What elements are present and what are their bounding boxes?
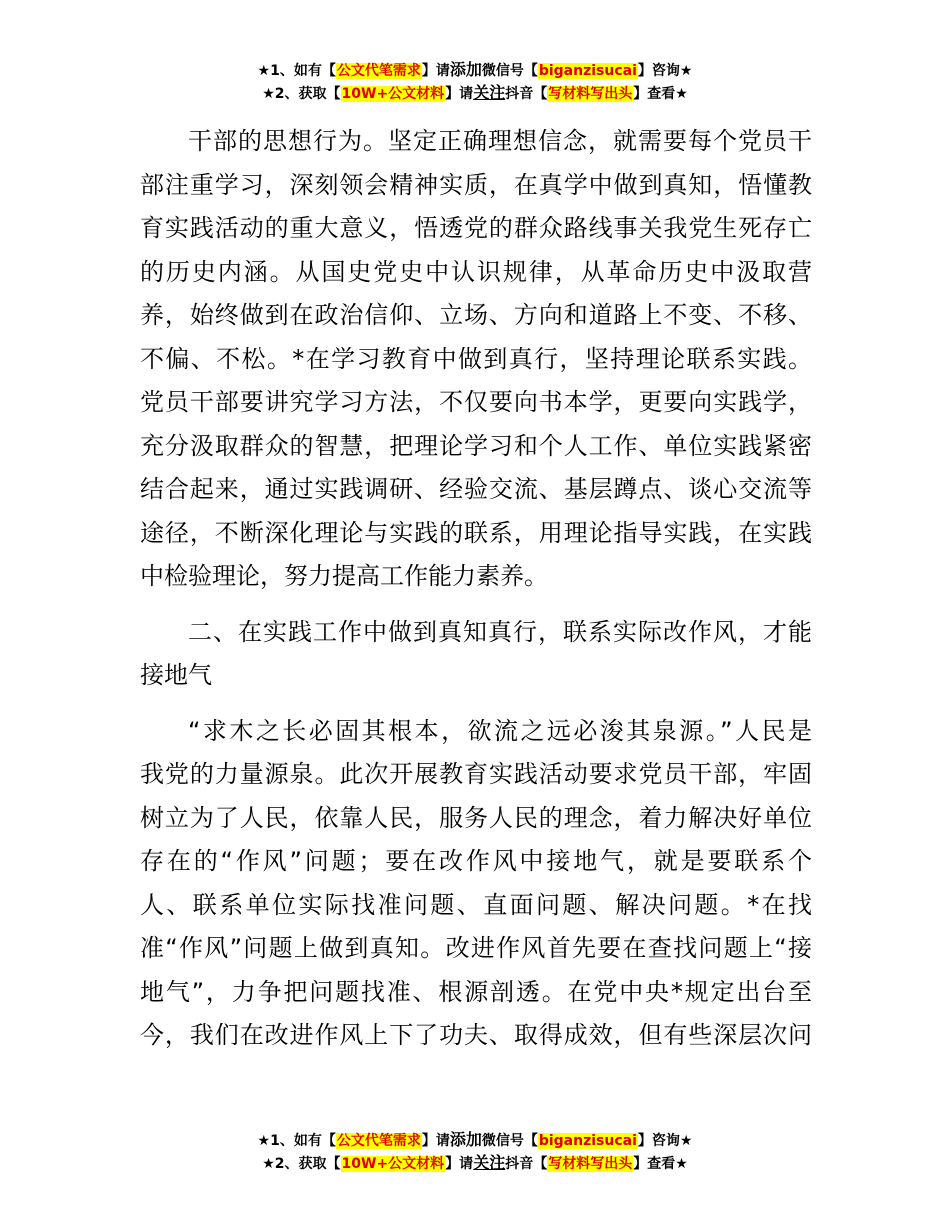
text-line: 不偏、不松。*在学习教育中做到真行，坚持理论联系实践。 <box>140 344 812 373</box>
banner-highlight: 写材料写出头 <box>548 1156 633 1172</box>
banner-highlight: 10W+公文材料 <box>341 1156 445 1172</box>
banner-text: 】咨询★ <box>637 1133 693 1149</box>
document-body <box>140 120 812 1058</box>
banner-text: 】请 <box>421 1133 450 1149</box>
text-line: 接地气 <box>140 661 212 689</box>
banner-text: 抖音【 <box>505 86 548 102</box>
banner-emphasis: 添加 <box>449 60 482 79</box>
section-heading <box>140 611 812 698</box>
paragraph-1 <box>140 120 812 599</box>
header-banner <box>0 59 950 105</box>
text-line: 地气”，力争把问题找准、根源剖透。在党中央*规定出台至 <box>140 977 812 1006</box>
banner-highlight: biganzisucai <box>538 63 637 79</box>
text-line: 的历史内涵。从国史党史中认识规律，从革命历史中汲取营 <box>140 257 812 286</box>
text-line: 人、联系单位实际找准问题、直面问题、解决问题。*在找 <box>140 890 812 919</box>
text-line: 准“作风”问题上做到真知。改进作风首先要在查找问题上“接 <box>140 934 812 962</box>
header-line-2 <box>0 82 950 105</box>
header-line-1 <box>0 59 950 82</box>
text-line: 部注重学习，深刻领会精神实质，在真学中做到真知，悟懂教 <box>140 170 812 199</box>
text-line: 干部的思想行为。坚定正确理想信念，就需要每个党员干 <box>188 127 812 155</box>
banner-text: ★1、如有【 <box>257 63 336 79</box>
footer-line-2 <box>0 1152 950 1175</box>
text-line: 途径，不断深化理论与实践的联系，用理论指导实践，在实践 <box>140 518 812 547</box>
text-line: 二、在实践工作中做到真知真行，联系实际改作风，才能 <box>188 617 812 646</box>
text-line: 中检验理论，努力提高工作能力素养。 <box>140 562 548 590</box>
banner-text: 】查看★ <box>633 1156 688 1172</box>
banner-text: 】查看★ <box>633 86 688 102</box>
banner-text: 】请 <box>421 63 450 79</box>
banner-text: 】请 <box>445 1156 474 1172</box>
banner-highlight: 10W+公文材料 <box>341 86 445 102</box>
paragraph-3 <box>140 710 812 1058</box>
text-line: 存在的“作风”问题；要在改作风中接地气，就是要联系个 <box>140 847 812 875</box>
banner-text: 微信号【 <box>481 1133 538 1149</box>
banner-emphasis: 关注 <box>473 1153 506 1172</box>
banner-highlight: 公文代笔需求 <box>336 63 421 79</box>
banner-text: ★2、获取【 <box>262 1156 341 1172</box>
banner-emphasis: 关注 <box>473 83 506 102</box>
text-line: 党员干部要讲究学习方法，不仅要向书本学，更要向实践学， <box>140 388 812 416</box>
text-line: 树立为了人民，依靠人民，服务人民的理念，着力解决好单位 <box>140 803 812 832</box>
banner-text: ★1、如有【 <box>257 1133 336 1149</box>
banner-text: 】咨询★ <box>637 63 693 79</box>
banner-text: 微信号【 <box>481 63 538 79</box>
footer-banner <box>0 1129 950 1175</box>
text-line: 养，始终做到在政治信仰、立场、方向和道路上不变、不移、 <box>140 301 812 329</box>
text-line: 今，我们在改进作风上下了功夫、取得成效，但有些深层次问 <box>140 1021 812 1049</box>
text-line: “求木之长必固其根本，欲流之远必浚其泉源。”人民是 <box>188 716 812 745</box>
banner-highlight: 写材料写出头 <box>548 86 633 102</box>
banner-highlight: biganzisucai <box>538 1133 637 1149</box>
text-line: 育实践活动的重大意义，悟透党的群众路线事关我党生死存亡 <box>140 214 812 242</box>
banner-highlight: 公文代笔需求 <box>336 1133 421 1149</box>
banner-text: 抖音【 <box>505 1156 548 1172</box>
text-line: 充分汲取群众的智慧，把理论学习和个人工作、单位实践紧密 <box>140 431 812 460</box>
banner-text: 】请 <box>445 86 474 102</box>
banner-text: ★2、获取【 <box>262 86 341 102</box>
text-line: 我党的力量源泉。此次开展教育实践活动要求党员干部，牢固 <box>140 760 812 788</box>
text-line: 结合起来，通过实践调研、经验交流、基层蹲点、谈心交流等 <box>140 475 812 503</box>
banner-emphasis: 添加 <box>449 1130 482 1149</box>
footer-line-1 <box>0 1129 950 1152</box>
